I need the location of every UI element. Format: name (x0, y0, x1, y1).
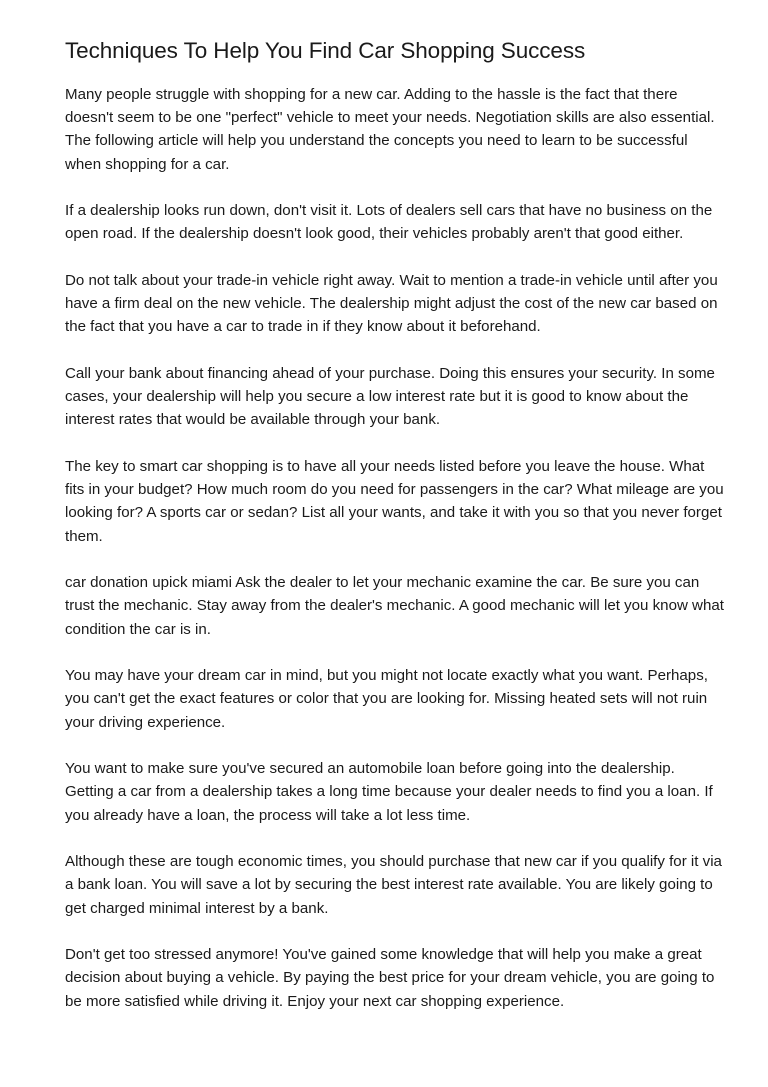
paragraph: Call your bank about financing ahead of your purchase. Doing this ensures your security. In some cases, your dealership will help you secure a low interest rate but it is good to know about the interest rates that would be available through your bank. (65, 365, 715, 429)
paragraph: You may have your dream car in mind, but you might not locate exactly what you want. Perhaps, you can't get the exact features or color that you are looking for. Missing heated sets will not ruin your driving experience. (65, 667, 708, 731)
paragraph: Many people struggle with shopping for a new car. Adding to the hassle is the fact that there doesn't seem to be one "perfect" vehicle to meet your needs. Negotiation skills are also essential. The following article will help you understand the concepts you need to learn to be successful when shopping for a car. (65, 86, 715, 173)
document-page (65, 36, 725, 1036)
document-title: Techniques To Help You Find Car Shopping Success (65, 38, 586, 63)
paragraph: The key to smart car shopping is to have all your needs listed before you leave the house. What fits in your budget? How much room do you need for passengers in the car? What mileage are you looking for? A sports car or sedan? List all your wants, and take it with you so that you never forget them. (65, 458, 724, 545)
paragraph: If a dealership looks run down, don't visit it. Lots of dealers sell cars that have no business on the open road. If the dealership doesn't look good, their vehicles probably aren't that good either. (65, 202, 713, 243)
paragraph: Do not talk about your trade-in vehicle right away. Wait to mention a trade-in vehicle until after you have a firm deal on the new vehicle. The dealership might adjust the cost of the new car based on the fact that you have a car to trade in if they know about it beforehand. (65, 272, 718, 336)
paragraph: You want to make sure you've secured an automobile loan before going into the dealership. Getting a car from a dealership takes a long time because your dealer needs to find you a loan. If you already have a loan, the process will take a lot less time. (65, 760, 713, 824)
paragraph: Although these are tough economic times, you should purchase that new car if you qualify for it via a bank loan. You will save a lot by securing the best interest rate available. You are likely going to get charged minimal interest by a bank. (65, 853, 722, 917)
paragraph: Don't get too stressed anymore! You've gained some knowledge that will help you make a great decision about buying a vehicle. By paying the best price for your dream vehicle, you are going to be more satisfied while driving it. Enjoy your next car shopping experience. (65, 946, 715, 1010)
paragraph: car donation upick miami Ask the dealer to let your mechanic examine the car. Be sure you can trust the mechanic. Stay away from the dealer's mechanic. A good mechanic will let you know what condition the car is in. (65, 574, 724, 638)
